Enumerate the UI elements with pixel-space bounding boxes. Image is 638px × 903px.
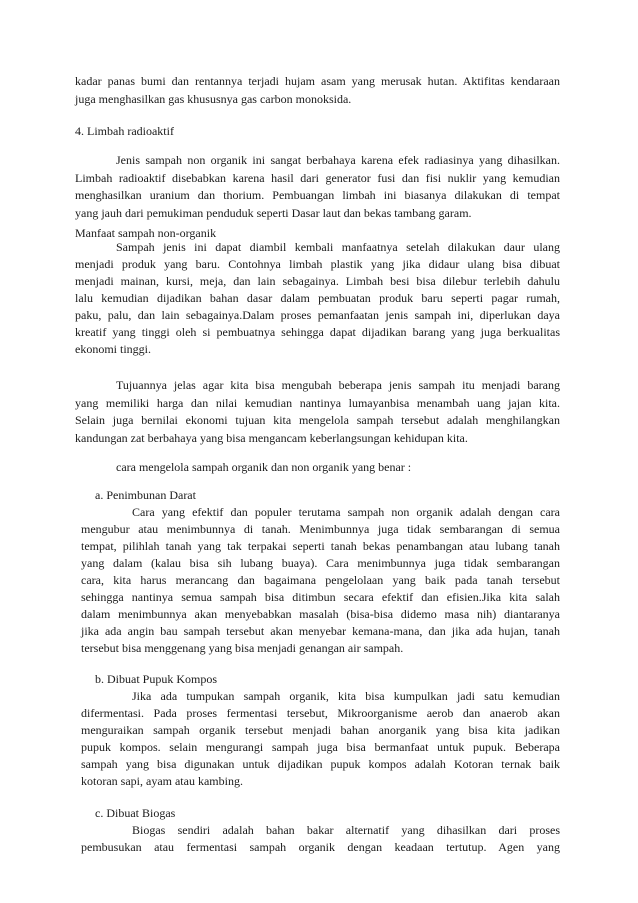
text-line: Sampah jenis ini dapat diambil kembali manfaatnya setelah dilakukan daur ulang [116, 240, 560, 254]
text-line: lalu kemudian dijadikan bahan dasar dalam pembuatan produk baru seperti pagar rumah, [75, 291, 560, 305]
text-line: paku, palu, dan lain sebagainya.Dalam proses pemanfaatan jenis sampah ini, diperlukan daya [75, 308, 560, 322]
text-line: cara mengelola sampah organik dan non organik yang benar : [116, 460, 412, 474]
text-line: yang jauh dari pemukiman penduduk seperti Dasar laut dan bekas tambang garam. [75, 206, 472, 220]
text-line: kreatif yang tinggi oleh si pembuatnya sehingga dapat dijadikan barang yang juga berkualitas [75, 325, 560, 339]
text-line: Jika ada tumpukan sampah organik, kita bisa kumpulkan jadi satu kemudian [132, 689, 560, 703]
text-line: juga menghasilkan gas khususnya gas carbon monoksida. [75, 92, 352, 106]
text-line: kotoran sapi, ayam atau kambing. [81, 774, 243, 788]
text-line: sampah yang bisa digunakan untuk dijadikan pupuk kompos adalah Kotoran ternak baik [81, 757, 560, 771]
text-line: pembusukan atau fermentasi sampah organik dengan keadaan tertutup. Agen yang [81, 840, 560, 854]
text-line: menjadi mainan, kursi, meja, dan lain sebagainya. Limbah besi bisa dilebur terlebih dahulu [75, 274, 560, 288]
text-line: pupuk kompos. selain mengurangi sampah juga bisa bermanfaat untuk pupuk. Beberapa [81, 740, 560, 754]
list-item-heading: b. Dibuat Pupuk Kompos [95, 672, 218, 686]
text-line: Cara yang efektif dan populer terutama sampah non organik adalah dengan cara [132, 505, 560, 519]
list-item-heading: c. Dibuat Biogas [95, 806, 176, 820]
text-line: mengubur atau menimbunnya di tanah. Menimbunnya juga tidak sembarangan di semua [81, 522, 560, 536]
text-line: tersebut bisa menggenang yang bisa menjadi genangan air sampah. [81, 641, 404, 655]
text-line: jika ada angin bau sampah tersebut akan menyebar kemana-mana, dan jika ada hujan, tanah [81, 624, 560, 638]
text-line: sehingga nantinya semua sampah bisa ditimbun secara efektif dan efisien.Jika kita salah [81, 590, 560, 604]
section-heading: Manfaat sampah non-organik [75, 226, 217, 240]
text-line: Jenis sampah non organik ini sangat berbahaya karena efek radiasinya yang dihasilkan. [116, 153, 560, 167]
text-line: Biogas sendiri adalah bahan bakar alternatif yang dihasilkan dari proses [132, 823, 560, 837]
text-line: ekonomi tinggi. [75, 342, 151, 356]
list-item-heading: a. Penimbunan Darat [95, 488, 196, 502]
text-line: menguraikan sampah organik tersebut menjadi bahan anorganik yang bisa kita jadikan [81, 723, 560, 737]
text-line: Selain juga bernilai ekonomi tujuan kita mengelola sampah tersebut adalah menghilangkan [75, 413, 560, 427]
text-line: cara, kita harus merancang dan bagaimana pengelolaan yang baik pada tanah tersebut [81, 573, 560, 587]
text-line: menghasilkan uranium dan thorium. Pembuangan limbah ini biasanya dilakukan di tempat [75, 188, 560, 202]
text-line: menjadi produk yang baru. Contohnya limbah plastik yang jika didaur ulang bisa dibuat [75, 257, 560, 271]
text-line: difermentasi. Pada proses fermentasi tersebut, Mikroorganisme aerob dan anaerob akan [81, 706, 560, 720]
text-line: Tujuannya jelas agar kita bisa mengubah beberapa jenis sampah itu menjadi barang [116, 378, 560, 392]
text-line: Limbah radioaktif disebabkan karena hasil dari generator fusi dan fisi nuklir yang kemudian [75, 171, 560, 185]
text-line: tempat, pilihlah tanah yang tak terpakai seperti tanah bekas penambangan atau lubang tanah [81, 539, 560, 553]
text-line: kadar panas bumi dan rentannya terjadi hujam asam yang merusak hutan. Aktifitas kendaraan [75, 74, 560, 88]
text-line: yang dalam (kalau bisa sih lubang buaya). Cara menimbunnya juga tidak sembarangan [81, 556, 560, 570]
text-line: yang memiliki harga dan nilai kemudian nantinya lumayanbisa menambah uang jajan kita. [75, 396, 560, 410]
text-line: kandungan zat berbahaya yang bisa mengancam keberlangsungan kehidupan kita. [75, 431, 468, 445]
section-heading: 4. Limbah radioaktif [75, 124, 174, 138]
text-line: dalam menimbunnya akan menyebabkan masalah (bisa-bisa didemo masa nih) diantaranya [81, 607, 560, 621]
